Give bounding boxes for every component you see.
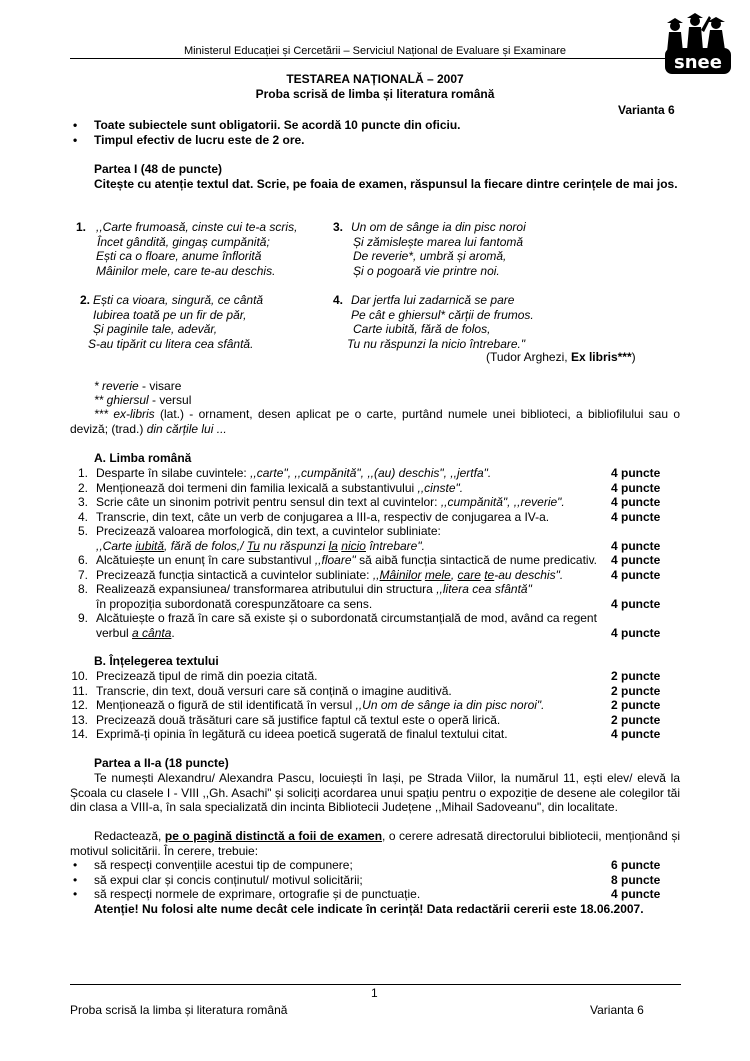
- question-10: 10. Precizează tipul de rimă din poezia citată. 2 puncte: [71, 669, 661, 683]
- question-6: 6. Alcătuiește un enunț în care substantivul ,,floare" să aibă funcția sintactică de nume predicativ. 4 puncte: [77, 553, 661, 567]
- variant-label: Varianta 6: [618, 103, 675, 117]
- stanza-2: Ești ca vioara, singură, ce cântă Iubirea toată pe un fir de păr, Și paginile tale, adevăr, S-au tipărit cu litera cea sfântă.: [88, 293, 264, 351]
- section-b-heading: B. Înțelegerea textului: [94, 654, 219, 668]
- question-8: 8. Realizează expansiunea/ transformarea atributului din structura ,,litera cea sfântă": [77, 582, 532, 596]
- question-2: 2. Menționează doi termeni din familia lexicală a substantivului ,,cinste". 4 puncte: [77, 481, 661, 495]
- part2-scenario: Te numești Alexandru/ Alexandra Pascu, locuiești în Iași, pe Strada Viilor, la numărul 11, ești elev/ elevă la Școala cu clasele I - VIII ,,Gh. Asachi" și soliciți acordarea unui spațiu pentru o expoziție de desene ale colegilor tăi din clasa a VIII-a, în sala specializată din incinta Bibliotecii Județene ,,Mihail Sadoveanu", din localitate.: [70, 771, 680, 815]
- question-8-cont: în propoziția subordonată corespunzătoare ca sens. 4 puncte: [96, 597, 661, 611]
- part1-intro: Citește cu atenție textul dat. Scrie, pe foaia de examen, răspunsul la fiecare dintre cerințele de mai jos.: [94, 177, 678, 191]
- section-a-heading: A. Limba română: [94, 451, 192, 465]
- exam-subtitle: Proba scrisă de limba și literatura română: [255, 87, 495, 101]
- question-13: 13. Precizează două trăsături care să justifice faptul că textul este o operă lirică. 2 puncte: [71, 713, 661, 727]
- part2-task: Redactează, pe o pagină distinctă a foii de examen, o cerere adresată directorului bibliotecii, menționând și motivul solicitării. În cerere, trebuie:: [70, 829, 680, 858]
- snee-logo: [661, 12, 733, 76]
- page-number: 1: [371, 986, 378, 1000]
- question-3: 3. Scrie câte un sinonim potrivit pentru sensul din text al cuvintelor: ,,cumpănită", ,,reverie". 4 puncte: [77, 495, 661, 509]
- question-11: 11. Transcrie, din text, două versuri care să conțină o imagine auditivă. 2 puncte: [72, 684, 661, 698]
- part2-heading: Partea a II-a (18 puncte): [94, 756, 229, 770]
- question-5: 5. Precizează valoarea morfologică, din text, a cuvintelor subliniate:: [77, 524, 441, 538]
- glossary-ghiersul: ** ghiersul - versul: [94, 393, 192, 407]
- question-9: 9. Alcătuiește o frază în care să existe și o subordonată circumstanțială de mod, având ca regent: [77, 611, 597, 625]
- stanza-2-number: 2.: [80, 293, 91, 307]
- stanza-3: Un om de sânge ia din pisc noroi Și zămislește marea lui fantomă De reverie*, umbră și aromă, Și o pogoară vie printre noi.: [351, 220, 526, 278]
- glossary-exlibris: *** ex-libris (lat.) - ornament, desen aplicat pe o carte, purtând numele unei biblioteci, a bibliofilului sau o deviză; (trad.) din cărțile lui ...: [70, 407, 680, 436]
- logo-text: snee: [674, 52, 722, 73]
- exam-title: TESTAREA NAȚIONALĂ – 2007: [286, 72, 464, 86]
- ministry-header: Ministerul Educației și Cercetării – Serviciul Național de Evaluare și Examinare: [183, 45, 567, 57]
- footer-left: Proba scrisă la limba și literatura română: [70, 1003, 288, 1017]
- question-1: 1. Desparte în silabe cuvintele: ,,carte", ,,cumpănită", ,,(au) deschis", ,,jertfa". 4 puncte: [77, 466, 661, 480]
- question-7: 7. Precizează funcția sintactică a cuvintelor subliniate: ,,Mâinilor mele, care te-au deschis". 4 puncte: [77, 568, 661, 582]
- question-9-cont: verbul a cânta. 4 puncte: [96, 626, 661, 640]
- part1-heading: Partea I (48 de puncte): [94, 162, 223, 176]
- question-4: 4. Transcrie, din text, câte un verb de conjugarea a III-a, respectiv de conjugarea a IV-a. 4 puncte: [77, 510, 661, 524]
- stanza-1: ,,Carte frumoasă, cinste cui te-a scris, Încet gândită, gingaș cumpănită; Ești ca o floare, anume înflorită Mâinilor mele, care te-au deschis.: [96, 220, 298, 278]
- question-12: 12. Menționează o figură de stil identificată în versul ,,Un om de sânge ia din pisc noroi". 2 puncte: [71, 698, 661, 712]
- stanza-3-number: 3.: [333, 220, 344, 234]
- footer-right: Varianta 6: [590, 1003, 644, 1017]
- question-5-quote: ,,Carte iubită, fără de folos,/ Tu nu răspunzi la nicio întrebare". 4 puncte: [96, 539, 661, 553]
- stanza-1-number: 1.: [76, 220, 87, 234]
- footer-rule: [70, 984, 681, 985]
- warning-note: Atenție! Nu folosi alte nume decât cele indicate în cerință! Data redactării cererii este 18.06.2007.: [94, 902, 644, 916]
- stanza-4: Dar jertfa lui zadarnică se pare Pe cât e ghiersul* cărții de frumos. Carte iubită, fără de folos, Tu nu răspunzi la nicio întrebare.": [347, 293, 534, 351]
- stanza-4-number: 4.: [333, 293, 344, 307]
- poem-attribution: (Tudor Arghezi, Ex libris***): [486, 350, 636, 364]
- glossary-reverie: * reverie - visare: [94, 379, 182, 393]
- question-14: 14. Exprimă-ți opinia în legătură cu ideea poetică sugerată de finalul textului citat. 4 puncte: [71, 727, 661, 741]
- header-rule: [70, 58, 681, 59]
